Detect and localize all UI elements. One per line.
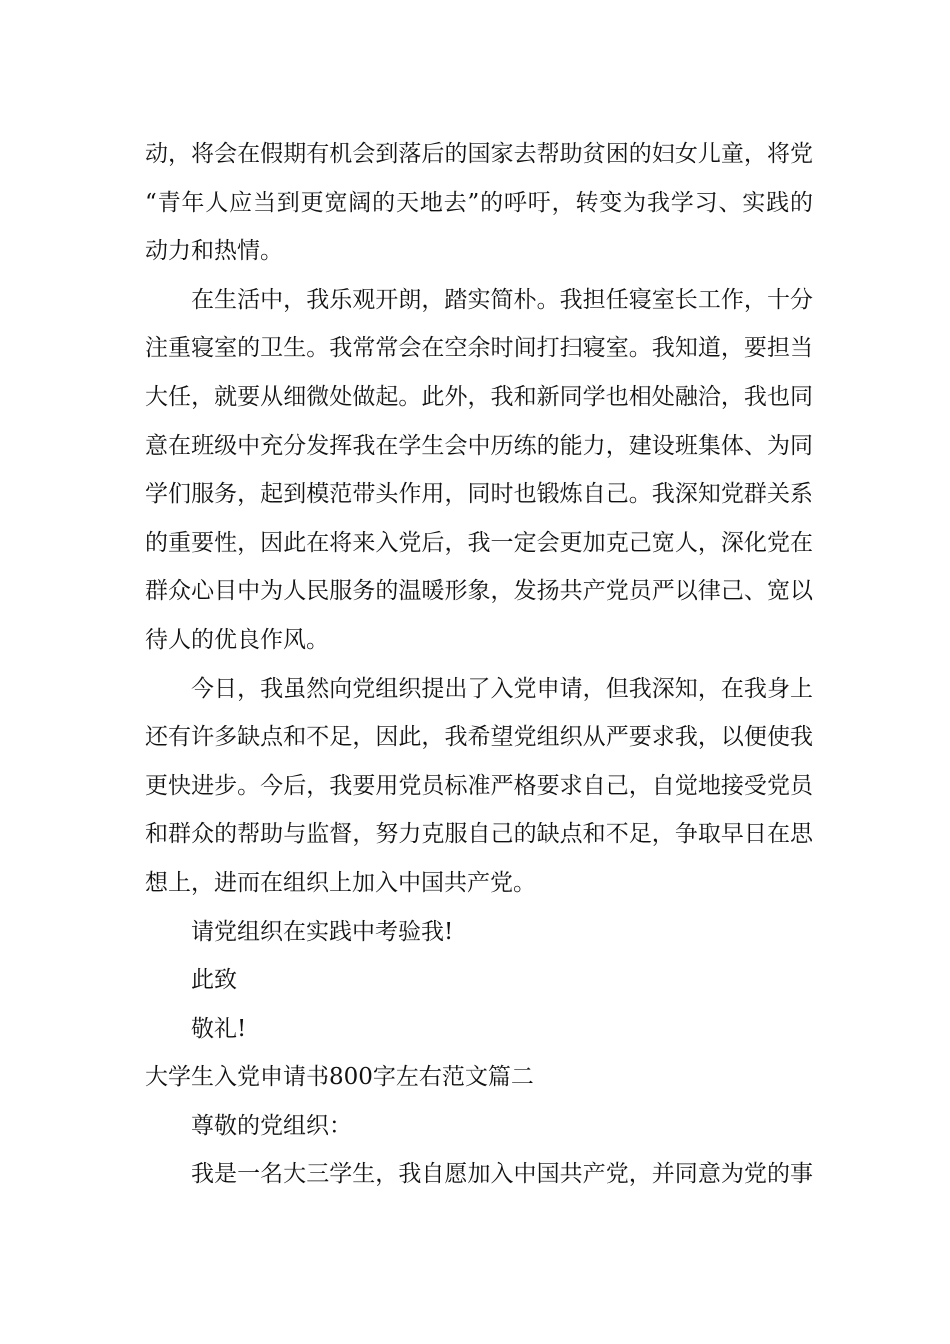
paragraph-start-line: 我是一名大三学生，我自愿加入中国共产党，并同意为党的事	[191, 1161, 813, 1188]
body-line: 还有许多缺点和不足，因此，我希望党组织从严要求我，以便使我	[145, 724, 813, 751]
body-line: 意在班级中充分发挥我在学生会中历练的能力，建设班集体、为同	[145, 432, 813, 459]
body-line: 和群众的帮助与监督，努力克服自己的缺点和不足，争取早日在思	[145, 821, 813, 848]
paragraph-start-line: 在生活中，我乐观开朗，踏实简朴。我担任寝室长工作，十分	[191, 286, 813, 313]
salutation-line: 此致	[191, 967, 237, 994]
document-body	[145, 130, 813, 1199]
paragraph-start-line: 今日，我虽然向党组织提出了入党申请，但我深知，在我身上	[191, 675, 813, 702]
body-line: “青年人应当到更宽阔的天地去”的呼吁，转变为我学习、实践的	[145, 189, 813, 216]
section-heading: 大学生入党申请书800字左右范文篇二	[145, 1064, 534, 1091]
body-line: 更快进步。今后，我要用党员标准严格要求自己，自觉地接受党员	[145, 772, 813, 799]
body-line: 动，将会在假期有机会到落后的国家去帮助贫困的妇女儿童，将党	[145, 141, 813, 167]
body-line: 注重寝室的卫生。我常常会在空余时间打扫寝室。我知道，要担当	[145, 335, 813, 362]
greeting-line: 尊敬的党组织：	[191, 1112, 352, 1139]
body-line: 的重要性，因此在将来入党后，我一定会更加克己宽人，深化党在	[145, 529, 813, 556]
salutation-line: 敬礼!	[191, 1015, 247, 1042]
body-line: 大任，就要从细微处做起。此外，我和新同学也相处融洽，我也同	[145, 383, 813, 410]
closing-request: 请党组织在实践中考验我!	[191, 918, 454, 945]
body-line: 想上，进而在组织上加入中国共产党。	[145, 869, 536, 896]
body-line: 动力和热情。	[145, 238, 283, 265]
body-line: 学们服务，起到模范带头作用，同时也锻炼自己。我深知党群关系	[145, 481, 813, 508]
body-line: 群众心目中为人民服务的温暖形象，发扬共产党员严以律己、宽以	[145, 578, 813, 605]
body-line: 待人的优良作风。	[145, 626, 329, 653]
